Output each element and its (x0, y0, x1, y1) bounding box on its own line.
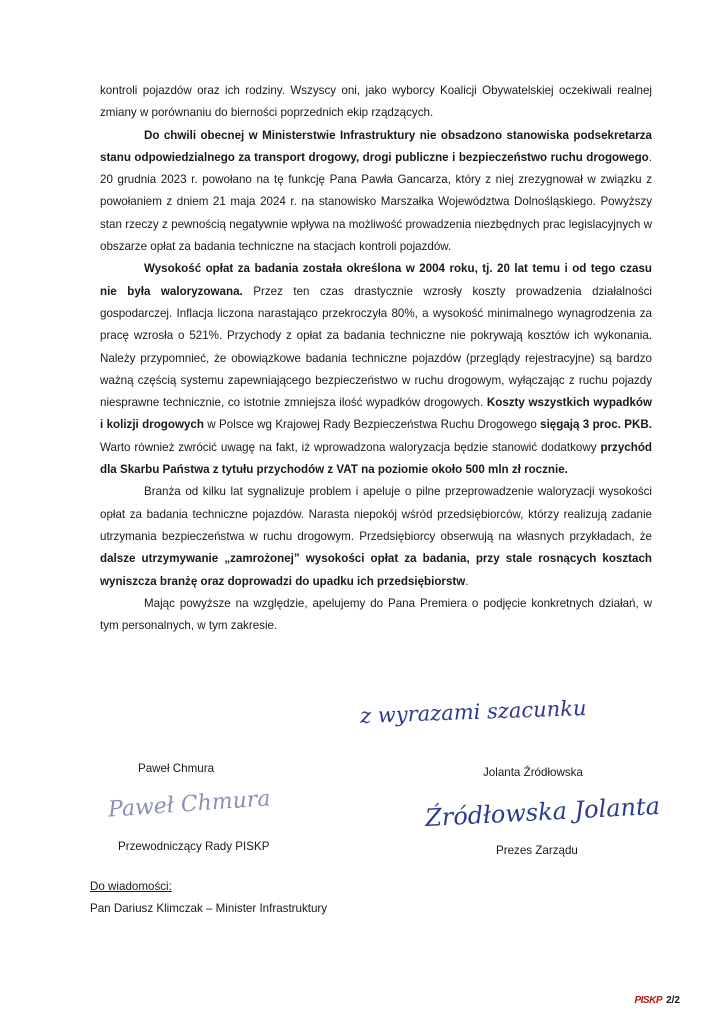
right-signatory-name: Jolanta Źródłowska (483, 766, 583, 779)
body-text: kontroli pojazdów oraz ich rodziny. Wszyscy oni, jako wyborcy Koalicji Obywatelskiej oczekiwali realnej zmiany w porównaniu do bierności poprzednich ekip rządzących. (100, 84, 652, 120)
paragraph (100, 593, 652, 638)
bold-text: Do chwili obecnej w Ministerstwie Infrastruktury nie obsadzono stanowiska podsekretarza stanu odpowiedzialnego za transport drogowy, drogi publiczne i bezpieczeństwo ruchu drogowego (100, 128, 652, 164)
distribution-heading: Do wiadomości: (90, 880, 172, 893)
distribution-notice (90, 876, 327, 920)
handwritten-closing: z wyrazami szacunku (359, 696, 587, 728)
page-number: 2/2 (666, 995, 680, 1006)
paragraph (100, 80, 652, 125)
paragraph (100, 481, 652, 592)
piskp-logo: PISKP (634, 995, 662, 1006)
right-signatory-title: Prezes Zarządu (496, 844, 578, 857)
distribution-recipient: Pan Dariusz Klimczak – Minister Infrastruktury (90, 902, 328, 915)
body-text: Przez ten czas drastycznie wzrosły koszty prowadzenia działalności gospodarczej. Inflacja liczona narastająco przekroczyła 80%, a wysokość minimalnego wynagrodzenia za pracę wzrosła o 521%. Przychody z opłat za badania techniczne nie pokrywają kosztów ich wykonania. Należy przypomnieć, że obowiązkowe badania techniczne pojazdów (przeglądy rejestracyjne) są bardzo ważną częścią systemu zapewniającego bezpieczeństwo w ruchu drogowym, wyłączając z ruchu pojazdy niesprawne technicznie, co istotnie zmniejsza ilość wypadków drogowych. (100, 284, 653, 410)
left-signatory-name: Paweł Chmura (138, 762, 215, 775)
body-text: Warto również zwrócić uwagę na fakt, iż wprowadzona waloryzacja będzie stanowić dodatkowy (100, 440, 601, 454)
paragraph (100, 125, 652, 259)
bold-text: Koszty wszystkich wypadków i kolizji drogowych (100, 396, 653, 432)
bold-text: sięgają 3 proc. PKB. (540, 418, 652, 432)
body-text: Branża od kilku lat sygnalizuje problem i apeluje o pilne przeprowadzenie waloryzacji wysokości opłat za badania techniczne pojazdów. Narasta niepokój wśród przedsiębiorców, którzy realizują zadanie utrzymania bezpieczeństwa w ruchu drogowym. Przedsiębiorcy obserwują na własnych przykładach, że (100, 485, 652, 543)
body-text: Mając powyższe na względzie, apelujemy do Pana Premiera o podjęcie konkretnych działań, w tym personalnych, w tym zakresie. (100, 596, 652, 633)
bold-text: Wysokość opłat za badania została określona w 2004 roku, tj. 20 lat temu i od tego czasu nie była waloryzowana. (100, 262, 652, 298)
body-text: . 20 grudnia 2023 r. powołano na tę funkcję Pana Pawła Gancarza, który z niej zrezygnował w związku z powołaniem z dniem 21 maja 2024 r. na stanowisko Marszałka Województwa Dolnośląskiego. Powyższy stan rzeczy z pewnością negatywnie wpływa na możliwość prowadzenia niezbędnych prac legislacyjnych w obszarze opłat za badania techniczne na stacjach kontroli pojazdów. (100, 150, 652, 254)
left-signatory-title: Przewodniczący Rady PISKP (118, 840, 270, 853)
body-text: w Polsce wg Krajowej Rady Bezpieczeństwa Ruchu Drogowego (203, 418, 541, 432)
letter-body (100, 80, 652, 637)
left-signature: Paweł Chmura (107, 786, 272, 823)
bold-text: dalsze utrzymywanie „zamrożonej” wysokości opłat za badania, przy stale rosnących kosztach wyniszcza branżę oraz doprowadzi do upadku ich przedsiębiorstw (100, 552, 652, 588)
bold-text: przychód dla Skarbu Państwa z tytułu przychodów z VAT na poziomie około 500 mln zł rocznie. (100, 440, 652, 477)
body-text: . (465, 574, 469, 588)
right-signature: Źródłowska Jolanta (424, 791, 661, 833)
paragraph (100, 258, 652, 481)
